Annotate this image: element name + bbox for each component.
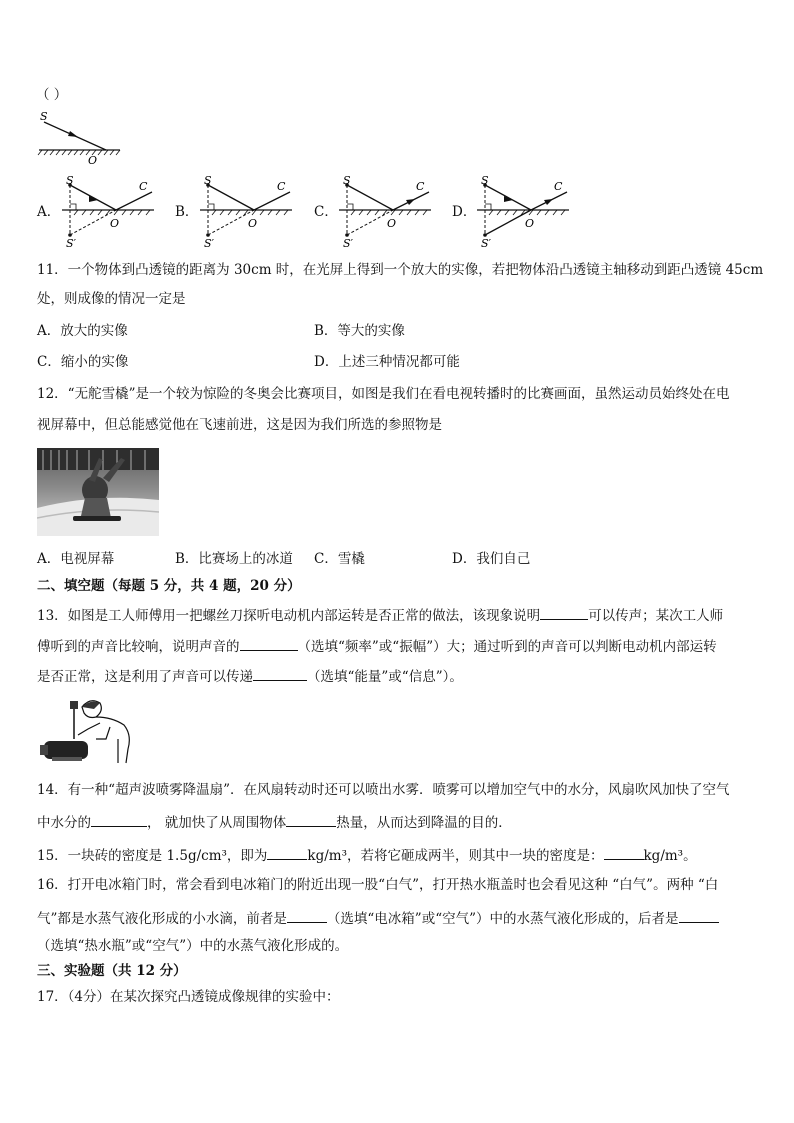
q16-text-a: 气”都是水蒸气液化形成的小水滴，前者是 — [37, 911, 287, 927]
q16-text-line3: （选填“热水瓶”或“空气”）中的水蒸气液化形成的。 — [37, 938, 349, 954]
q16-text-line1: 16．打开电冰箱门时，常会看到电冰箱门的附近出现一股“白气”，打开热水瓶盖时也会看见这种 “白气”。两种 “白 — [37, 877, 719, 893]
point-s-label: S — [66, 176, 74, 187]
option-letter: C． — [314, 204, 338, 220]
q10-main-figure — [36, 108, 126, 166]
point-c-label: C — [416, 180, 425, 193]
answer-blank[interactable] — [267, 845, 307, 860]
point-o-label: O — [88, 154, 98, 166]
q15-text-c: kg/m³。 — [643, 848, 697, 864]
option-letter: A． — [37, 204, 61, 220]
point-c-label: C — [554, 180, 563, 193]
q12-text-line2: 视屏幕中，但总能感觉他在飞速前进，这是因为我们所选的参照物是 — [37, 417, 442, 433]
option-a-diagram — [58, 176, 158, 248]
point-s-prime-label: S′ — [204, 237, 215, 248]
option-letter: D． — [452, 204, 477, 220]
answer-blank[interactable] — [240, 636, 298, 651]
point-s-label: S — [40, 110, 48, 123]
q10-answer-paren: （ ） — [36, 87, 68, 103]
answer-blank[interactable] — [679, 908, 719, 923]
answer-blank[interactable] — [286, 812, 336, 827]
q15-text-a: 15．一块砖的密度是 1.5g/cm³，即为 — [37, 848, 268, 864]
q12-option-b[interactable]: B．比赛场上的冰道 — [175, 551, 293, 567]
q13-text-line3 — [37, 666, 463, 686]
point-s-label: S — [481, 176, 489, 187]
worker-motor-illustration — [38, 695, 146, 765]
q13-text-line1 — [37, 605, 723, 625]
q11-option-a[interactable]: A．放大的实像 — [37, 323, 128, 339]
point-s-label: S — [204, 176, 212, 187]
point-o-label: O — [525, 217, 535, 230]
section-3-heading: 三、实验题（共 12 分） — [37, 963, 187, 979]
q16-text-line2 — [37, 908, 719, 928]
q13-text-b: （选填“频率”或“振幅”）大；通过听到的声音可以判断电动机内部运转 — [297, 639, 717, 655]
point-c-label: C — [139, 180, 148, 193]
option-letter: B． — [175, 204, 199, 220]
point-o-label: O — [110, 217, 120, 230]
q17-text: 17．（4分）在某次探究凸透镜成像规律的实验中： — [37, 989, 340, 1005]
q11-option-c[interactable]: C．缩小的实像 — [37, 354, 129, 370]
q13-text-a: 傅听到的声音比较响，说明声音的 — [37, 639, 240, 655]
q11-option-d[interactable]: D．上述三种情况都可能 — [314, 354, 460, 370]
q13-text-line2 — [37, 636, 717, 656]
q16-text-b: （选填“电冰箱”或“空气”）中的水蒸气液化形成的，后者是 — [326, 911, 679, 927]
option-c-diagram — [335, 176, 435, 248]
q12-option-a[interactable]: A．电视屏幕 — [37, 551, 115, 567]
q14-text-a: 中水分的 — [37, 815, 91, 831]
point-s-label: S — [343, 176, 351, 187]
option-d-diagram — [473, 176, 573, 248]
q13-text-a: 是否正常，这是利用了声音可以传递 — [37, 669, 253, 685]
q12-option-c[interactable]: C．雪橇 — [314, 551, 365, 567]
answer-blank[interactable] — [287, 908, 327, 923]
point-s-prime-label: S′ — [481, 237, 492, 248]
q11-option-b[interactable]: B．等大的实像 — [314, 323, 405, 339]
answer-blank[interactable] — [604, 845, 644, 860]
point-s-prime-label: S′ — [343, 237, 354, 248]
option-b-diagram — [196, 176, 296, 248]
point-o-label: O — [387, 217, 397, 230]
q14-text-c: 热量，从而达到降温的目的． — [336, 815, 512, 831]
q14-text-line1: 14．有一种“超声波喷雾降温扇”．在风扇转动时还可以喷出水雾．喷雾可以增加空气中的水分，风扇吹风加快了空气 — [37, 782, 730, 798]
q15-text — [37, 845, 697, 865]
q15-text-b: kg/m³，若将它砸成两半，则其中一块的密度是： — [307, 848, 604, 864]
answer-blank[interactable] — [253, 666, 307, 681]
q11-text-line1: 11．一个物体到凸透镜的距离为 30cm 时，在光屏上得到一个放大的实像，若把物体沿凸透镜主轴移动到距凸透镜 45cm — [37, 262, 764, 278]
answer-blank[interactable] — [540, 605, 588, 620]
q12-text-line1: 12．“无舵雪橇”是一个较为惊险的冬奥会比赛项目，如图是我们在看电视转播时的比赛画面，虽然运动员始终处在电 — [37, 386, 730, 402]
q14-text-b: ， 就加快了从周围物体 — [147, 815, 287, 831]
q11-text-line2: 处，则成像的情况一定是 — [37, 291, 186, 307]
answer-blank[interactable] — [91, 812, 147, 827]
point-c-label: C — [277, 180, 286, 193]
q12-option-d[interactable]: D．我们自己 — [452, 551, 531, 567]
skeleton-race-photo — [37, 448, 159, 536]
q13-text-a: 13．如图是工人师傅用一把螺丝刀探听电动机内部运转是否正常的做法，该现象说明 — [37, 608, 541, 624]
point-o-label: O — [248, 217, 258, 230]
q13-text-b: （选填“能量”或“信息”）。 — [307, 669, 463, 685]
point-s-prime-label: S′ — [66, 237, 77, 248]
q13-text-b: 可以传声；某次工人师 — [588, 608, 724, 624]
q14-text-line2 — [37, 812, 512, 832]
section-2-heading: 二、填空题（每题 5 分，共 4 题，20 分） — [37, 578, 301, 594]
